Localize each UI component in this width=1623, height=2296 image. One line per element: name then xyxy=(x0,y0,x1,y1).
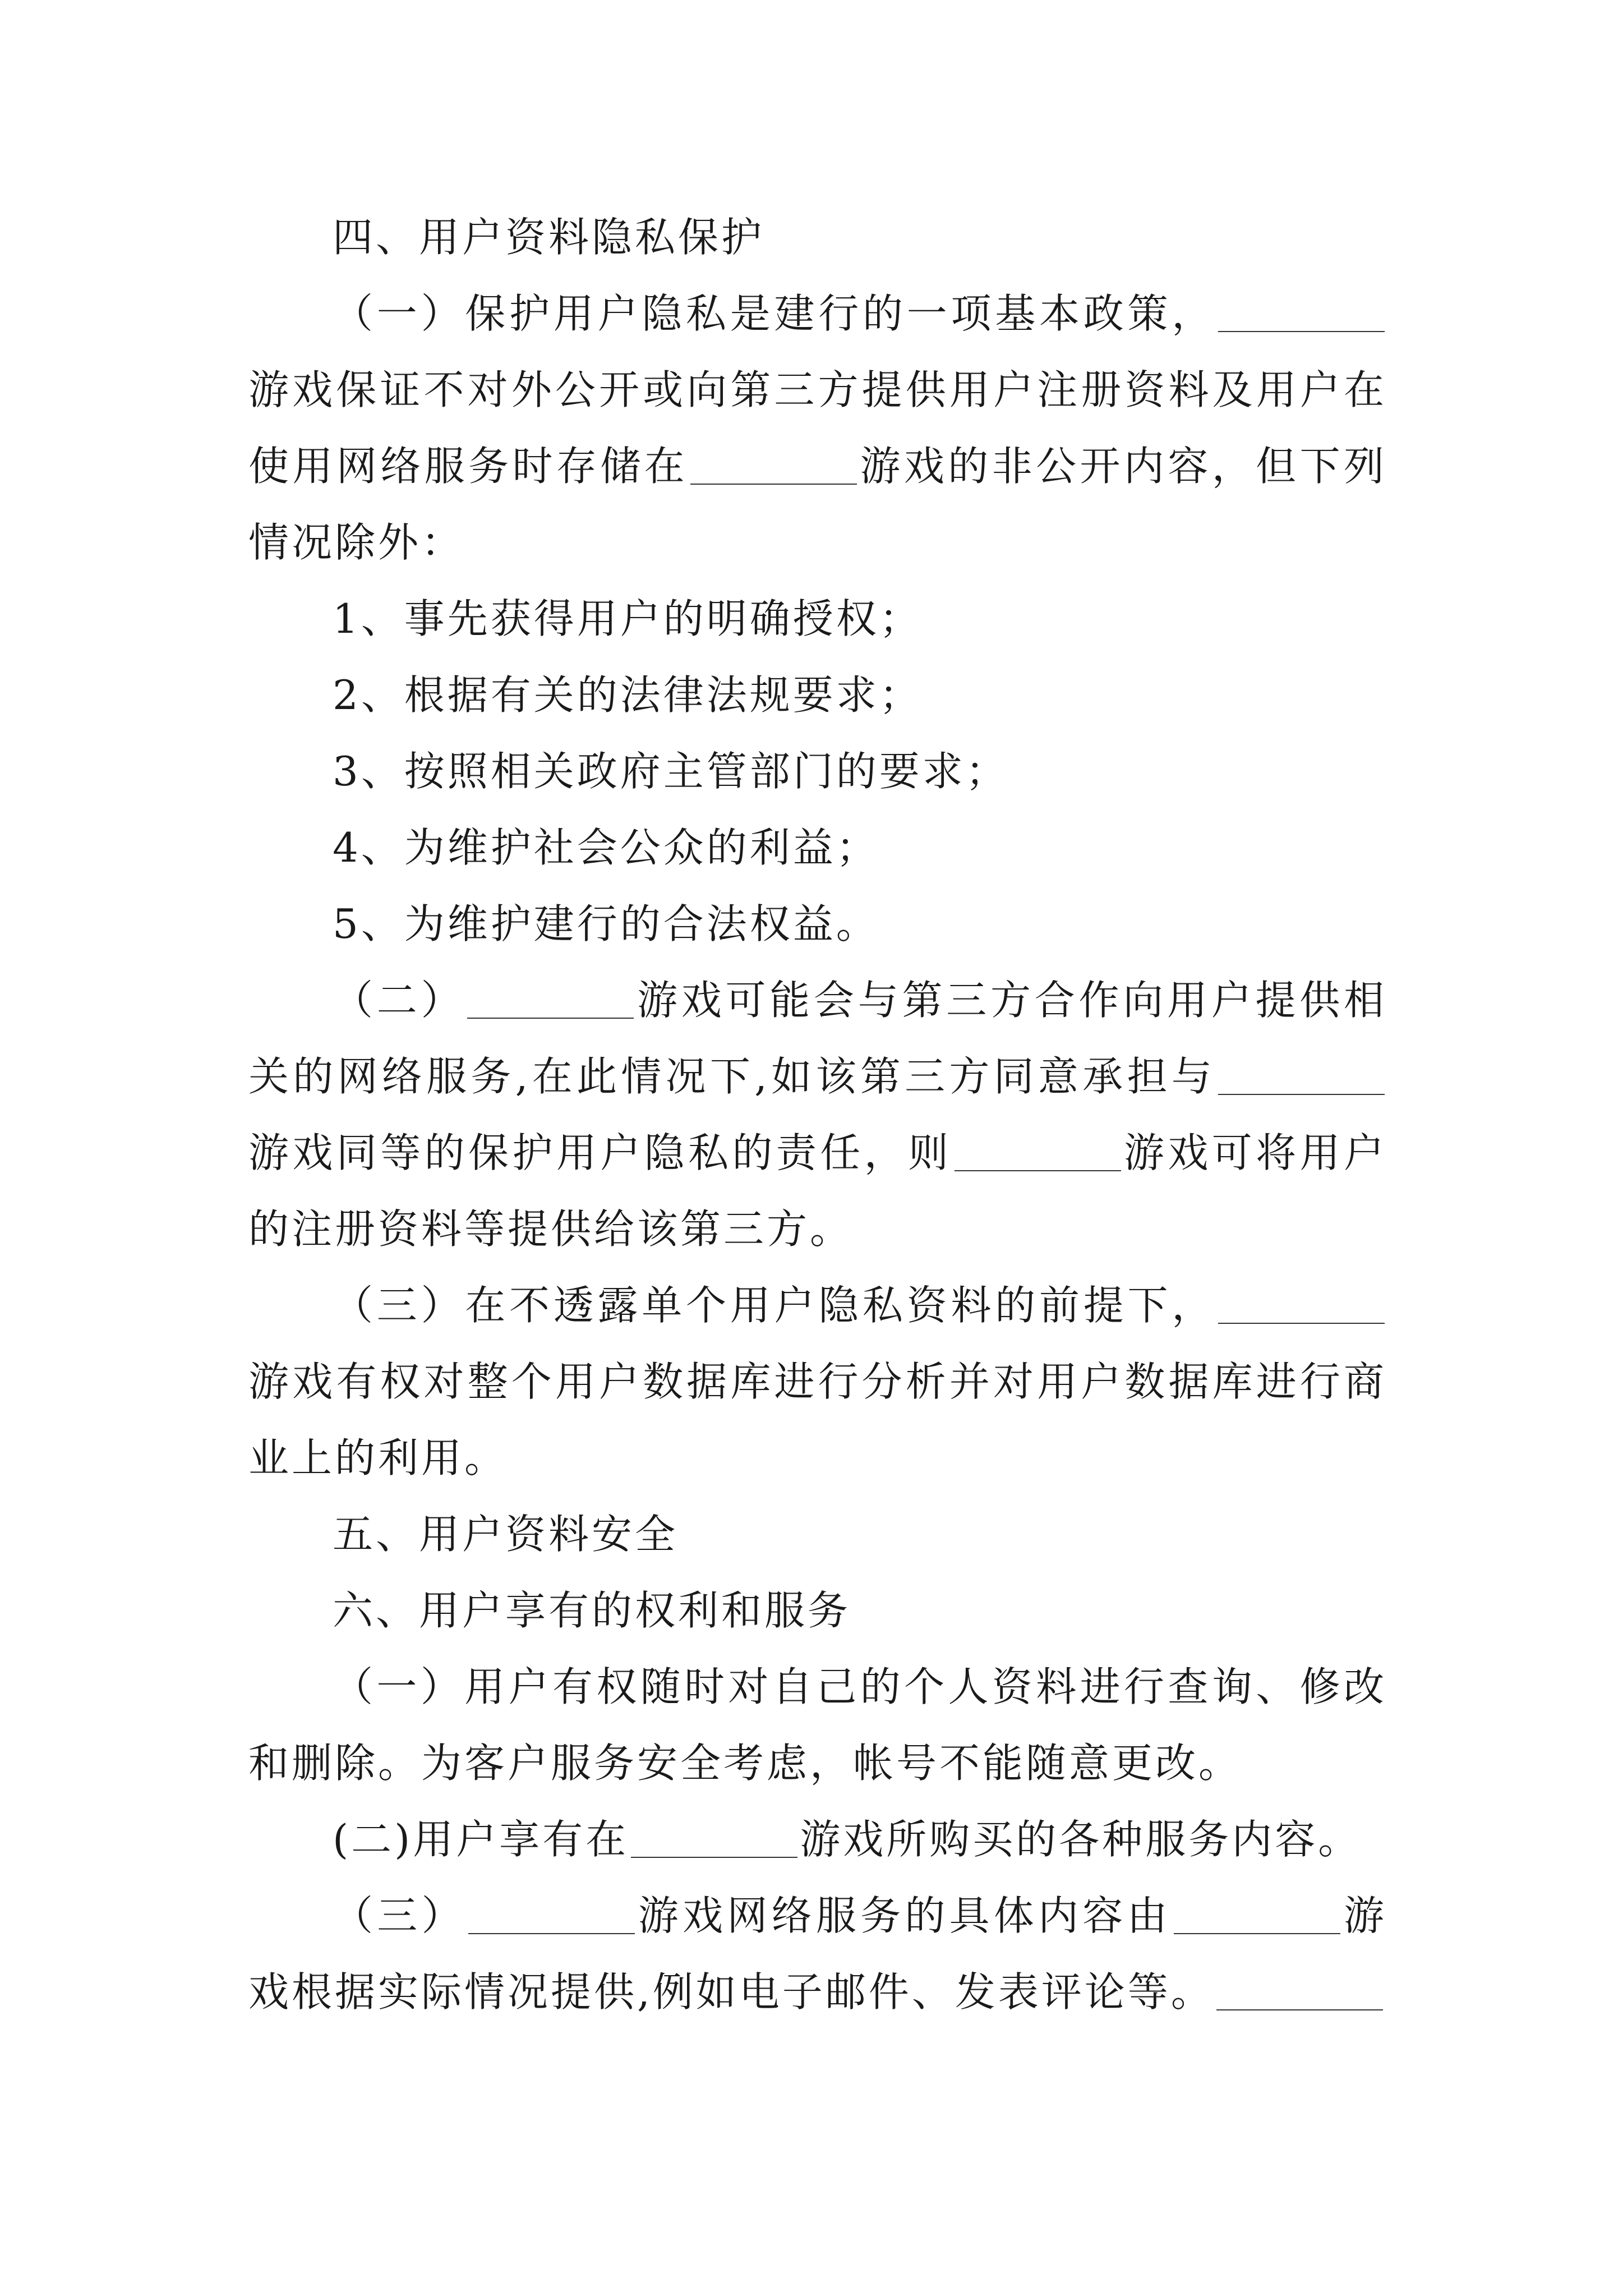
paragraph-modify-info: （一）用户有权随时对自己的个人资料进行查询、修改和删除。为客户服务安全考虑，帐号不能随意更改。 xyxy=(248,1663,1387,1787)
text-segment: （三） xyxy=(333,1892,466,1939)
text-segment: 游戏保证不对外公开或向第三方提供用户注册资料及用户在使用网络服务时存储在 xyxy=(248,366,1387,490)
text-segment: 游戏根据实际情况提供,例如电子邮件、发表评论等。 xyxy=(248,1892,1387,2016)
paragraph-database-analysis xyxy=(248,1267,1387,1496)
blank-line xyxy=(952,1166,1123,1167)
text-segment: （二） xyxy=(333,977,465,1024)
blank-line xyxy=(1214,2005,1385,2006)
list-item: 4、为维护社会公众的利益； xyxy=(333,824,879,871)
text-segment: （三）在不透露单个用户隐私资料的前提下， xyxy=(333,1282,1216,1329)
text-segment: 游戏的非公开内容，但下列情况除外： xyxy=(248,443,1387,566)
paragraph-third-party xyxy=(248,962,1387,1267)
paragraph-service-content xyxy=(248,1878,1387,2030)
text-segment: (二)用户享有在 xyxy=(333,1816,629,1863)
list-item: 1、事先获得用户的明确授权； xyxy=(333,595,923,642)
text-segment: （一）保护用户隐私是建行的一项基本政策， xyxy=(333,290,1216,337)
list-item: 2、根据有关的法律法规要求； xyxy=(333,671,923,719)
list-item: 5、为维护建行的合法权益。 xyxy=(333,900,879,947)
document-body xyxy=(248,199,1387,2030)
blank-line xyxy=(1172,1929,1343,1930)
blank-line xyxy=(1216,327,1387,328)
paragraph-privacy-policy xyxy=(248,275,1387,581)
section-heading-security: 五、用户资料安全 xyxy=(333,1511,679,1558)
section-heading-rights: 六、用户享有的权利和服务 xyxy=(333,1587,851,1634)
list-item: 3、按照相关政府主管部门的要求； xyxy=(333,748,1009,795)
text-segment: 游戏所购买的各种服务内容。 xyxy=(800,1816,1362,1863)
text-segment: 游戏网络服务的具体内容由 xyxy=(637,1892,1172,1939)
text-segment: 游戏有权对整个用户数据库进行分析并对用户数据库进行商业上的利用。 xyxy=(248,1358,1387,1481)
paragraph-purchased-services xyxy=(248,1801,1387,1878)
text-segment: 游戏可将用户的注册资料等提供给该第三方。 xyxy=(248,1129,1387,1253)
blank-line xyxy=(1216,1090,1387,1091)
blank-line xyxy=(466,1929,637,1930)
text-segment: 游戏可能会与第三方合作向用户提供相关的网络服务,在此情况下,如该第三方同意承担与 xyxy=(248,977,1387,1100)
text-segment: 游戏同等的保护用户隐私的责任，则 xyxy=(248,1129,952,1176)
section-heading-privacy: 四、用户资料隐私保护 xyxy=(333,214,765,261)
